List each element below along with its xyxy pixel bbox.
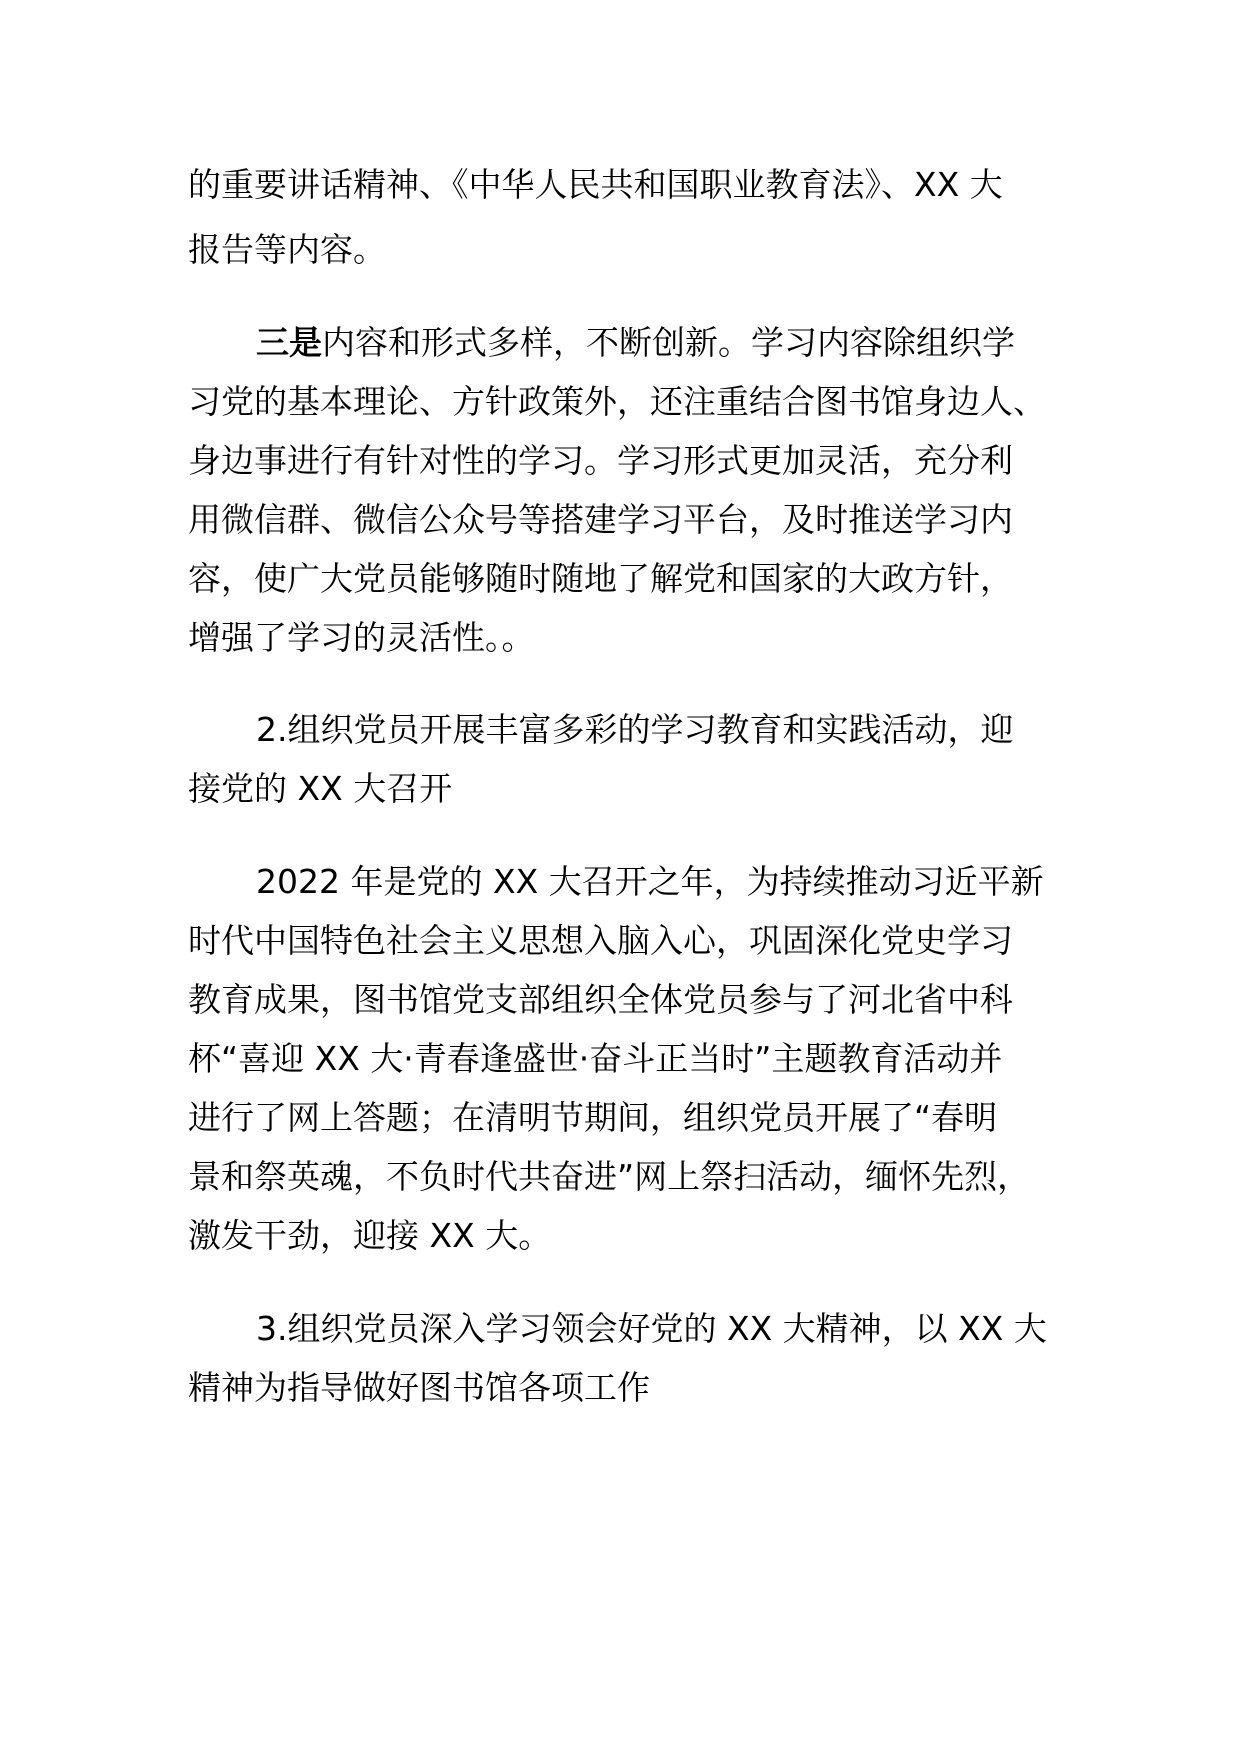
section-heading-line: 精神为指导做好图书馆各项工作: [188, 1368, 650, 1407]
paragraph-line: 的重要讲话精神、《中华人民共和国职业教育法》、XX 大: [188, 165, 1003, 204]
paragraph-line: [256, 310, 1015, 376]
paragraph-line: 报告等内容。: [188, 230, 386, 269]
paragraph-line: 容，使广大党员能够随时随地了解党和国家的大政方针，: [188, 559, 1013, 598]
section-heading-line: 2.组织党员开展丰富多彩的学习教育和实践活动，迎: [256, 710, 1014, 749]
paragraph-line: 增强了学习的灵活性。。: [188, 618, 535, 657]
paragraph-line: 杯“喜迎 XX 大·青春逢盛世·奋斗正当时”主题教育活动并: [188, 1039, 1003, 1078]
paragraph-text: 内容和形式多样，不断创新。学习内容除组织学: [322, 323, 1015, 362]
paragraph-line: 用微信群、微信公众号等搭建学习平台，及时推送学习内: [188, 500, 1013, 539]
paragraph-line: 时代中国特色社会主义思想入脑入心，巩固深化党史学习: [188, 921, 1013, 960]
bold-lead-text: 三是: [256, 323, 322, 362]
paragraph-line: 进行了网上答题；在清明节期间，组织党员开展了“春明: [188, 1098, 998, 1137]
paragraph-line: 身边事进行有针对性的学习。学习形式更加灵活，充分利: [188, 441, 1013, 480]
paragraph-line: 教育成果，图书馆党支部组织全体党员参与了河北省中科: [188, 980, 1013, 1019]
paragraph-line: 2022 年是党的 XX 大召开之年，为持续推动习近平新: [256, 862, 1044, 901]
paragraph-line: 激发干劲，迎接 XX 大。: [188, 1216, 552, 1255]
section-heading-line: 3.组织党员深入学习领会好党的 XX 大精神，以 XX 大: [256, 1309, 1047, 1348]
paragraph-line: 习党的基本理论、方针政策外，还注重结合图书馆身边人、: [188, 382, 1046, 421]
section-heading-line: 接党的 XX 大召开: [188, 769, 453, 808]
paragraph-line: 景和祭英魂，不负时代共奋进”网上祭扫活动，缅怀先烈，: [188, 1157, 1031, 1196]
